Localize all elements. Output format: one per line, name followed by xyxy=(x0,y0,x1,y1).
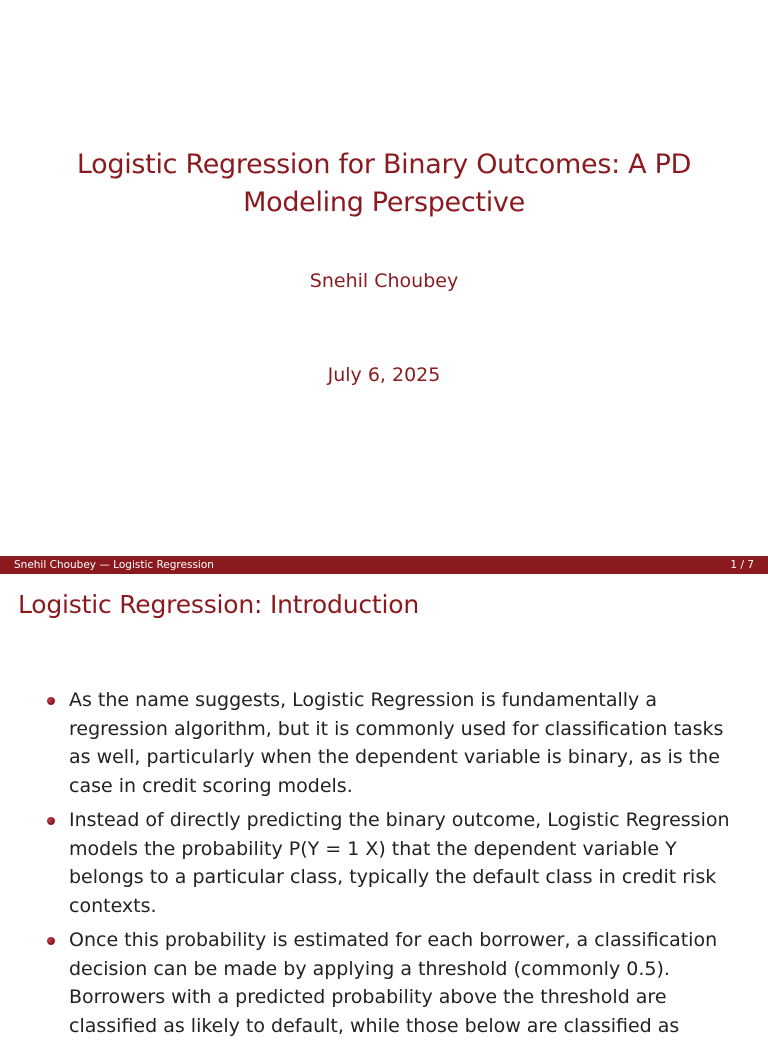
bullet-icon xyxy=(47,937,55,945)
bullet-icon xyxy=(47,817,55,825)
list-item xyxy=(0,686,768,800)
slide-title: Logistic Regression: Introduction xyxy=(18,590,419,619)
bullet-list xyxy=(0,686,768,1046)
footer-bar xyxy=(0,556,768,574)
list-item xyxy=(0,806,768,920)
page-number: 1 / 7 xyxy=(730,559,754,571)
presentation-title: Logistic Regression for Binary Outcomes: A PD Modeling Perspective xyxy=(76,149,692,218)
footer-author-title: Snehil Choubey — Logistic Regression xyxy=(14,559,214,571)
bullet-icon xyxy=(47,697,55,705)
bullet-text: As the name suggests, Logistic Regression is fundamentally a regression algorithm, but it is commonly used for classification tasks as well, particularly when the dependent variable is binary, as is the case in credit scoring models. xyxy=(69,689,724,797)
bullet-text: Once this probability is estimated for each borrower, a classification decision can be made by applying a threshold (commonly 0.5). Borrowers with a predicted probability above the threshold are classified as likely to default, while those below are classified as xyxy=(69,929,718,1037)
author-name: Snehil Choubey xyxy=(309,270,459,292)
bullet-text: Instead of directly predicting the binary outcome, Logistic Regression models the probability P(Y = 1 X) that the dependent variable Y belongs to a particular class, typically the default class in credit risk contexts. xyxy=(69,809,730,917)
presentation-date: July 6, 2025 xyxy=(327,364,441,386)
introduction-slide xyxy=(0,574,768,1037)
list-item xyxy=(0,926,768,1040)
